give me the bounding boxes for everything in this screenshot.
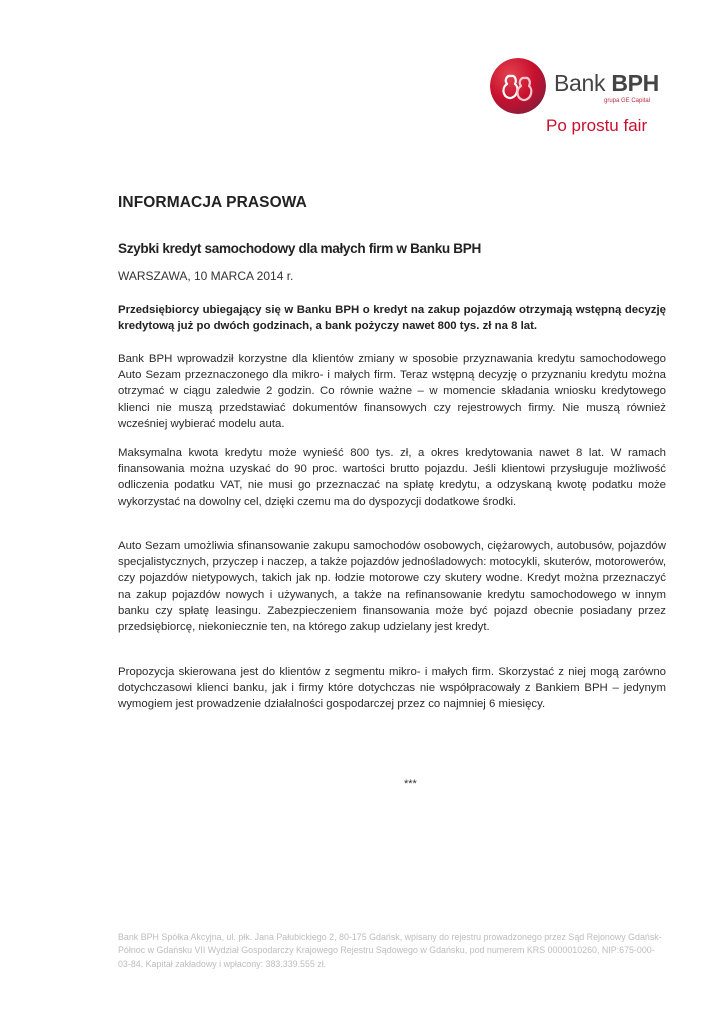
press-release-title: Szybki kredyt samochodowy dla małych firm w Banku BPH: [118, 241, 481, 256]
logo-tagline: Po prostu fair: [546, 116, 648, 135]
lead-paragraph: Przedsiębiorcy ubiegający się w Banku BPH o kredyt na zakup pojazdów otrzymają wstępną decyzję kredytową już po dwóch godzinach, a bank pożyczy nawet 800 tys. zł na 8 lat.: [118, 304, 666, 333]
dateline: WARSZAWA, 10 MARCA 2014 r.: [118, 269, 294, 283]
bank-bph-logo: [490, 58, 680, 138]
legal-footer: Bank BPH Spółka Akcyjna, ul. płk. Jana Pałubickiego 2, 80-175 Gdańsk, wpisany do rejestru prowadzonego przez Sąd Rejonowy Gdańsk-Północ w Gdańsku VII Wydział Gospodarczy Krajowego Rejestru Sądowego w Gdańsku, pod numerem KRS 0000010260, NIP:675-000-03-84. Kapitał zakładowy i wpłacony: 383.339.555 zł.: [118, 932, 662, 969]
section-separator: ***: [404, 778, 417, 790]
document-label: INFORMACJA PRASOWA: [118, 194, 307, 211]
logo-group-text: grupa GE Capital: [604, 98, 651, 104]
body-paragraph: Auto Sezam umożliwia sfinansowanie zakupu samochodów osobowych, ciężarowych, autobusów, pojazdów specjalistycznych, przyczep i naczep, a także pojazdów jednośladowych: motocykli, skuterów, motorowerów, czy pojazdów nietypowych, takich jak np. łodzie motorowe czy skutery wodne. Kredyt można przeznaczyć na zakup pojazdów nowych i używanych, a także na refinansowanie kredytu samochodowego w innym banku czy spłatę leasingu. Zabezpieczeniem finansowania może być pojazd obecnie posiadany przez przedsiębiorcę, niekoniecznie ten, na którego zakup udzielany jest kredyt.: [118, 540, 666, 634]
logo-bank-name: Bank BPH: [554, 70, 659, 96]
bank-logo-mark-icon: [490, 58, 546, 114]
body-paragraph: Maksymalna kwota kredytu może wynieść 800 tys. zł, a okres kredytowania nawet 8 lat. W ramach finansowania można uzyskać do 90 proc. wartości brutto pojazdu. Jeśli klientowi przysługuje możliwość odliczenia podatku VAT, nie musi go przeznaczać na spłatę kredytu, a odzyskaną kwotę podatku może wykorzystać na dowolny cel, dzięki czemu ma do dyspozycji dodatkowe środki.: [118, 447, 666, 508]
body-paragraph: Propozycja skierowana jest do klientów z segmentu mikro- i małych firm. Skorzystać z niej mogą zarówno dotychczasowi klienci banku, jak i firmy które dotychczas nie współpracowały z Bankiem BPH – jedynym wymogiem jest prowadzenie działalności gospodarczej przez co najmniej 6 miesięcy.: [118, 666, 666, 711]
body-paragraph: Bank BPH wprowadził korzystne dla klientów zmiany w sposobie przyznawania kredytu samochodowego Auto Sezam przeznaczonego dla mikro- i małych firm. Teraz wstępną decyzję o przyznaniu kredytu można otrzymać w ciągu zaledwie 2 godzin. Co równie ważne – w momencie składania wniosku kredytowego klienci nie muszą przedstawiać dokumentów finansowych czy rejestrowych firmy. Nie muszą również wcześniej wybierać modelu auta.: [118, 353, 666, 430]
